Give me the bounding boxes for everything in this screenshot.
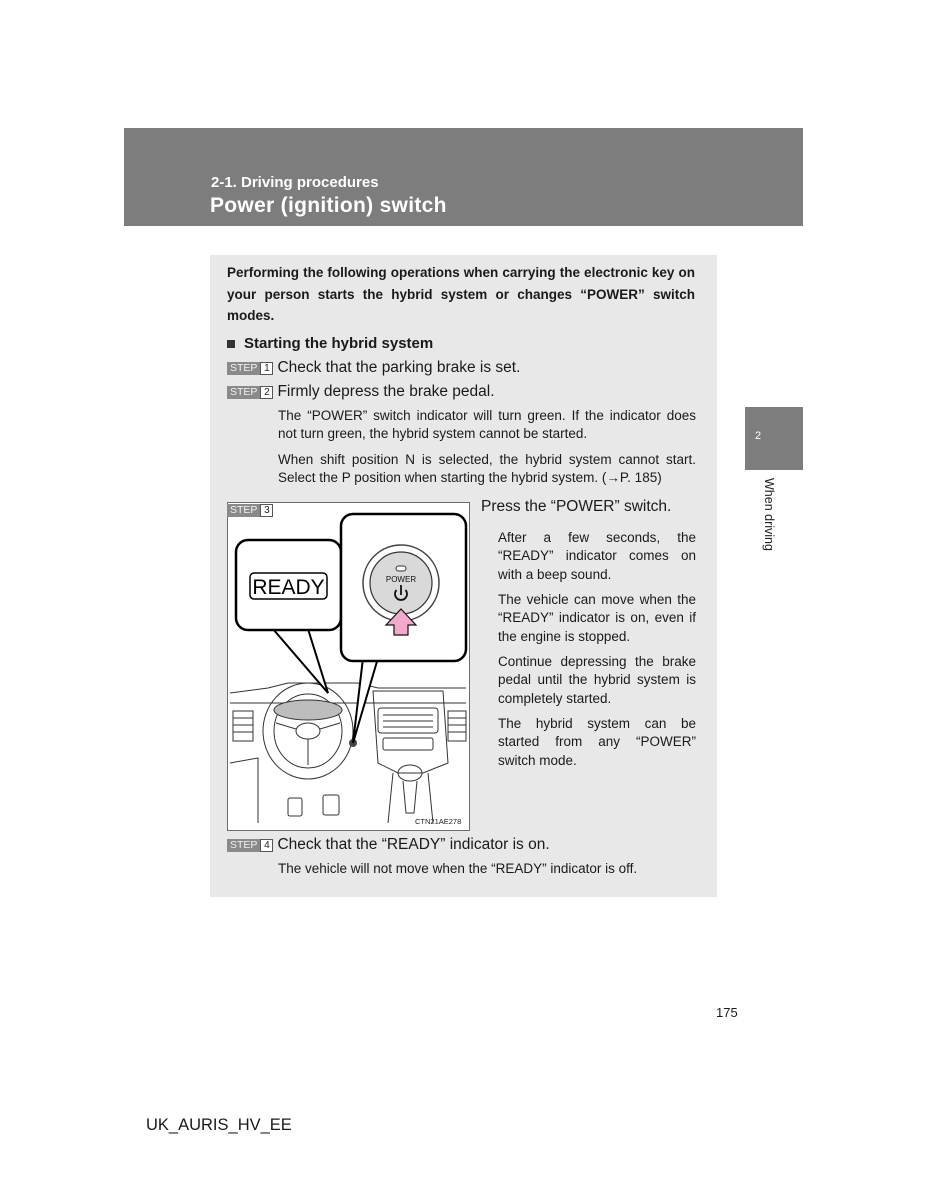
step-badge-label: STEP — [227, 839, 260, 852]
power-label: POWER — [385, 575, 417, 584]
step-3-note: The vehicle can move when the “READY” indicator is on, even if the engine is stopped. — [498, 592, 696, 644]
step-badge — [227, 504, 273, 517]
chapter-tab[interactable] — [745, 407, 803, 470]
step-4-note: The vehicle will not move when the “READY” indicator is off. — [278, 861, 638, 876]
step-text: Check that the parking brake is set. — [277, 359, 521, 376]
intro-paragraph: Performing the following operations when carrying the electronic key on your person starts the hybrid system or changes “POWER” switch modes. — [227, 265, 695, 323]
step-text: Press the “POWER” switch. — [481, 498, 672, 515]
chapter-tab-number: 2 — [755, 430, 762, 442]
step-badge-number: 1 — [260, 362, 273, 375]
step-3 — [481, 498, 671, 516]
step-badge — [227, 362, 273, 375]
square-bullet-icon — [227, 340, 235, 348]
ready-indicator-text: READY — [252, 576, 325, 599]
page-number: 175 — [716, 1005, 738, 1020]
dashboard-outline — [230, 683, 466, 823]
step-badge-number: 4 — [260, 839, 273, 852]
step-3-note: After a few seconds, the “READY” indicator comes on with a beep sound. — [498, 530, 696, 582]
step-2-note: The “POWER” switch indicator will turn green. If the indicator does not turn green, the hybrid system cannot be started. — [278, 408, 696, 442]
step-2-note: When shift position N is selected, the hybrid system cannot start. Select the P position when starting the hybrid system. (→P. 185) — [278, 452, 696, 486]
step-text: Check that the “READY” indicator is on. — [277, 836, 550, 853]
power-switch-illustration — [227, 502, 470, 831]
step-badge-number: 2 — [260, 386, 273, 399]
power-indicator-lamp — [396, 566, 406, 571]
instrument-cluster — [274, 700, 342, 720]
page-title: Power (ignition) switch — [210, 194, 447, 217]
step-badge-label: STEP — [227, 386, 260, 399]
step-badge-number: 3 — [260, 504, 273, 517]
step-badge — [227, 839, 273, 852]
step-3-note: Continue depressing the brake pedal until the hybrid system is completely started. — [498, 654, 696, 706]
document-code: UK_AURIS_HV_EE — [146, 1116, 292, 1134]
step-text: Firmly depress the brake pedal. — [277, 383, 495, 400]
section-label: 2-1. Driving procedures — [211, 174, 379, 191]
step-badge-label: STEP — [227, 362, 260, 375]
step-3-badge — [227, 504, 277, 517]
chapter-label: When driving — [762, 478, 776, 551]
subsection-title: Starting the hybrid system — [244, 335, 434, 352]
step-4 — [227, 836, 550, 854]
step-1 — [227, 359, 520, 377]
step-badge-label: STEP — [227, 504, 260, 517]
step-badge — [227, 386, 273, 399]
figure-code: CTN21AE278 — [415, 817, 462, 826]
subsection-heading — [227, 335, 433, 352]
step-2 — [227, 383, 495, 401]
power-callout-pointer — [353, 658, 378, 743]
step-3-note: The hybrid system can be started from any “POWER” switch mode. — [498, 716, 696, 768]
dashboard-drawing — [228, 503, 469, 830]
